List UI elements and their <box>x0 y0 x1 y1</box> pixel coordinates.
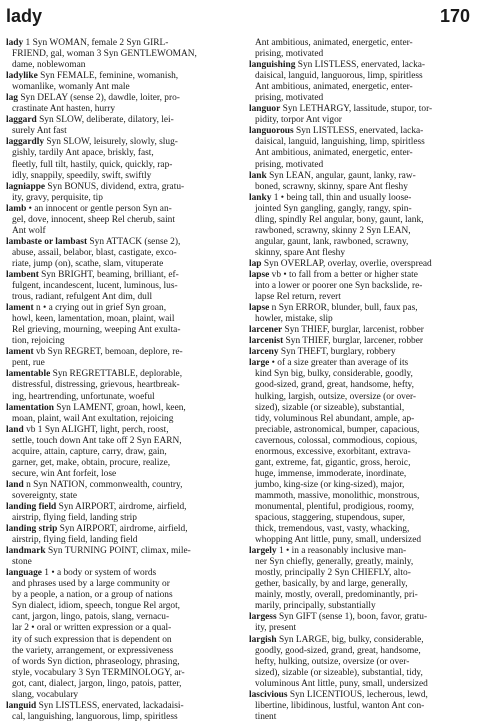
entry-line: prising, motivated <box>255 49 324 60</box>
headword: lagniappe <box>6 181 46 192</box>
entry-line: rawboned, scrawny, skinny 2 Syn LEAN, <box>255 225 411 236</box>
entry-line: style, vocabulary 3 Syn TERMINOLOGY, ar- <box>12 667 185 678</box>
entry-headline: landmark Syn TURNING POINT, climax, mile- <box>6 546 191 557</box>
headword: large <box>249 358 270 369</box>
headword: lambaste or lambast <box>6 236 88 247</box>
entry-headline: lank Syn LEAN, angular, gaunt, lanky, raw- <box>249 170 416 181</box>
entry-line: spacious, staggering, stupendous, super, <box>255 513 405 524</box>
entry-line: huge, immense, immoderate, inordinate, <box>255 468 407 479</box>
headword: lambent <box>6 269 39 280</box>
entry-line: lar 2 • oral or written expression or a qual- <box>12 623 172 634</box>
headword: ladylike <box>6 71 38 82</box>
entry-line: abuse, assail, belabor, blast, castigate, exco- <box>12 247 177 258</box>
entry-headline: landing strip Syn AIRPORT, airdrome, airfield, <box>6 524 188 535</box>
entry-line: daisical, languid, languorous, limp, spiritless <box>255 71 423 82</box>
entry-line: stone <box>12 557 32 568</box>
entry-line: settle, touch down Ant take off 2 Syn EARN, <box>12 435 182 446</box>
entry-line: tidy, voluminous Rel abundant, ample, ap- <box>255 413 415 424</box>
entry-line: skinny, spare Ant fleshy <box>255 247 346 258</box>
entry-headline: largely 1 • in a reasonably inclusive man- <box>249 546 407 557</box>
entry-headline: lagniappe Syn BONUS, dividend, extra, gratu- <box>6 181 185 192</box>
entry-line: trous, radiant, refulgent Ant dim, dull <box>12 292 153 303</box>
entry-line: preciable, astronomical, bumper, capacious, <box>255 424 420 435</box>
headword: languishing <box>249 60 296 71</box>
entry-line: gishly, tardily Ant apace, briskly, fast, <box>12 148 154 159</box>
entry-line: good-sized, grand, great, handsome, hefty, <box>255 380 414 391</box>
entry-line: sovereignty, state <box>12 490 77 501</box>
entry-line: Ant ambitious, animated, energetic, enter- <box>255 148 413 159</box>
entry-headline: language 1 • a body or system of words <box>6 568 157 579</box>
entry-headline: land n Syn NATION, commonwealth, country, <box>6 479 183 490</box>
entry-line: enormous, excessive, exorbitant, extrava- <box>255 446 411 457</box>
entry-headline: lament vb Syn REGRET, bemoan, deplore, re- <box>6 347 183 358</box>
entry-headline: lanky 1 • being tall, thin and usually loose- <box>249 192 412 203</box>
entry-line: cant, jargon, lingo, patois, slang, vernacu- <box>12 612 170 623</box>
entry-headline: lag Syn DELAY (sense 2), dawdle, loiter, pro- <box>6 93 180 104</box>
headword: lament <box>6 303 34 314</box>
entry-headline: larceny Syn THEFT, burglary, robbery <box>249 347 396 358</box>
entry-headline: lambent Syn BRIGHT, beaming, brilliant, ef- <box>6 269 179 280</box>
entry-line: mammoth, massive, monolithic, monstrous, <box>255 490 420 501</box>
entry-line: mostly, principally 2 Syn CHIEFLY, alto- <box>255 568 411 579</box>
page-number: 170 <box>439 6 470 26</box>
entry-line: tion, rejoicing <box>12 336 65 347</box>
entry-line: dling, spindly Rel angular, bony, gaunt, lank, <box>255 214 424 225</box>
entry-line: hefty, hulking, outsize, oversize (or over- <box>255 656 410 667</box>
entry-line: jointed Syn gangling, gangly, rangy, spin- <box>255 203 412 214</box>
headword: lank <box>249 170 267 181</box>
entry-line: tinent <box>255 711 277 722</box>
entry-headline: laggardly Syn SLOW, leisurely, slowly, slug- <box>6 137 178 148</box>
headword: languorous <box>249 126 294 137</box>
entry-line: kind Syn big, bulky, considerable, goodly, <box>255 369 413 380</box>
entry-line: ing, heartrending, unfortunate, woeful <box>12 391 155 402</box>
entry-headline: larcenist Syn THIEF, burglar, larcener, robber <box>249 336 423 347</box>
entry-headline: languid Syn LISTLESS, enervated, lackadaisi- <box>6 700 184 711</box>
entry-line: and phrases used by a large community or <box>12 579 170 590</box>
entry-line: surely Ant fast <box>12 126 67 137</box>
entry-line: secure, win Ant forfeit, lose <box>12 468 117 479</box>
headword: laggardly <box>6 137 45 148</box>
entry-line: fleetly, full tilt, hastily, quick, quickly, rap- <box>12 159 173 170</box>
entry-line: cavernous, colossal, commodious, copious, <box>255 435 418 446</box>
entry-headline: ladylike Syn FEMALE, feminine, womanish, <box>6 71 179 82</box>
headword: lapse <box>249 269 270 280</box>
entry-line: Rel grieving, mourning, weeping Ant exulta- <box>12 325 181 336</box>
entry-line: into a lower or poorer one Syn backslide, re- <box>255 281 423 292</box>
entry-line: riate, jump (on), scathe, slam, vituperate <box>12 258 164 269</box>
headword: landing field <box>6 501 57 512</box>
entry-headline: largess Syn GIFT (sense 1), boon, favor, gratu- <box>249 612 428 623</box>
headword: lamentation <box>6 402 54 413</box>
headword: language <box>6 568 42 579</box>
entry-line: the variety, arrangement, or expressiveness <box>12 645 174 656</box>
entry-line: womanlike, womanly Ant male <box>12 82 130 93</box>
headword: lap <box>249 258 262 269</box>
entry-headline: languishing Syn LISTLESS, enervated, lacka- <box>249 60 426 71</box>
entry-line: whopping Ant little, puny, small, undersized <box>255 535 422 546</box>
headword: largish <box>249 634 277 645</box>
headword: larceny <box>249 347 279 358</box>
entry-line: garner, get, make, obtain, procure, realize, <box>12 457 171 468</box>
entry-line: dame, noblewoman <box>12 60 86 71</box>
headword: laggard <box>6 115 37 126</box>
entry-line: marily, principally, substantially <box>255 601 376 612</box>
headword: landmark <box>6 546 46 557</box>
entry-headline: lady 1 Syn WOMAN, female 2 Syn GIRL- <box>6 38 169 48</box>
entry-line: crastinate Ant hasten, hurry <box>12 104 116 115</box>
entry-line: prising, motivated <box>255 93 324 104</box>
entry-line: gether, basically, by and large, generally, <box>255 579 408 590</box>
entry-line: sized), sizable (or sizeable), substantial, tidy, <box>255 667 423 678</box>
headword: largess <box>249 612 277 623</box>
entry-line: airstrip, flying field, landing strip <box>12 513 137 524</box>
entry-line: Ant wolf <box>12 225 46 236</box>
headword: lady <box>6 38 24 48</box>
entry-line: howler, mistake, slip <box>255 314 333 325</box>
headword: lascivious <box>249 689 288 700</box>
running-head-guide-word: lady <box>6 6 43 26</box>
entry-headline: large • of a size greater than average of its <box>249 358 409 369</box>
headword: languid <box>6 700 37 711</box>
entry-line: Syn dialect, idiom, speech, tongue Rel argot, <box>12 601 181 612</box>
entry-line: by a people, a nation, or a group of nations <box>12 590 173 601</box>
entry-line: distressful, distressing, grievous, heartbreak- <box>12 380 180 391</box>
entry-line: boned, scrawny, skinny, spare Ant fleshy <box>255 181 408 192</box>
entry-line: voluminous Ant little, puny, small, undersized <box>255 678 428 689</box>
entry-headline: languorous Syn LISTLESS, enervated, lacka- <box>249 126 424 137</box>
entry-line: ity, present <box>255 623 297 634</box>
headword: larcener <box>249 325 283 336</box>
entry-headline: laggard Syn SLOW, deliberate, dilatory, lei- <box>6 115 174 126</box>
entry-line: ner Syn chiefly, generally, greatly, mainly, <box>255 557 414 568</box>
entry-line: howl, keen, lamentation, moan, plaint, wail <box>12 314 175 325</box>
entry-headline: largish Syn LARGE, big, bulky, considerable, <box>249 634 424 645</box>
headword: land <box>6 479 24 490</box>
entry-line: got, cant, dialect, jargon, lingo, patois, patter, <box>12 678 182 689</box>
entry-headline: lambaste or lambast Syn ATTACK (sense 2), <box>6 236 181 247</box>
entry-headline: land vb 1 Syn ALIGHT, light, perch, roost, <box>6 424 169 435</box>
entry-line: cal, languishing, languorous, limp, spiritless <box>12 711 178 722</box>
headword: lamentable <box>6 369 51 380</box>
entry-line: mainly, mostly, overall, predominantly, pri- <box>255 590 418 601</box>
entry-line: angular, gaunt, lank, rawboned, scrawny, <box>255 236 409 247</box>
headword: lament <box>6 347 34 358</box>
entry-line: sized), sizable (or sizeable), substantial, <box>255 402 405 413</box>
entry-line: airstrip, flying field, landing field <box>12 535 138 546</box>
right-column <box>249 38 475 723</box>
entry-line: goodly, good-sized, grand, great, handsome, <box>255 645 421 656</box>
entry-line: pent, rue <box>12 358 45 369</box>
entry-line: slang, vocabulary <box>12 689 79 700</box>
entry-line: daisical, languid, languishing, limp, spiritless <box>255 137 425 148</box>
entry-line: hulking, largish, outsize, oversize (or over- <box>255 391 417 402</box>
headword: lapse <box>249 303 270 314</box>
entry-line: libertine, libidinous, lustful, wanton Ant con- <box>255 700 425 711</box>
headword: lamb <box>6 203 27 214</box>
entry-line: Ant ambitious, animated, energetic, enter- <box>255 38 413 48</box>
entry-line: moan, plaint, wail Ant exultation, rejoicing <box>12 413 174 424</box>
entry-headline: lascivious Syn LICENTIOUS, lecherous, lewd, <box>249 689 428 700</box>
entry-line: FRIEND, gal, woman 3 Syn GENTLEWOMAN, <box>12 49 197 60</box>
headword: languor <box>249 104 281 115</box>
entry-line: jumbo, king-size (or king-sized), major, <box>255 479 405 490</box>
entry-line: gant, extreme, fat, gigantic, gross, heroic, <box>255 457 411 468</box>
entry-headline: lamentation Syn LAMENT, groan, howl, keen, <box>6 402 186 413</box>
entry-line: fulgent, incandescent, lucent, luminous, lus- <box>12 281 178 292</box>
entry-line: monumental, plentiful, prodigious, roomy, <box>255 501 415 512</box>
entry-line: ity of such expression that is dependent on <box>12 634 172 645</box>
left-column <box>6 38 232 723</box>
entry-line: gel, dove, innocent, sheep Rel cherub, saint <box>12 214 175 225</box>
headword: lag <box>6 93 18 104</box>
entry-headline: lap Syn OVERLAP, overlay, overlie, overspread <box>249 258 432 269</box>
entry-headline: lapse vb • to fall from a better or higher state <box>249 269 418 280</box>
entry-headline: lamentable Syn REGRETTABLE, deplorable, <box>6 369 183 380</box>
entry-headline: lapse n Syn ERROR, blunder, bull, faux pas, <box>249 303 418 314</box>
entry-headline: lamb • an innocent or gentle person Syn an- <box>6 203 172 214</box>
headword: largely <box>249 546 277 557</box>
entry-headline: languor Syn LETHARGY, lassitude, stupor, tor- <box>249 104 433 115</box>
entry-line: acquire, attain, capture, carry, draw, gain, <box>12 446 167 457</box>
entry-line: ity, gravy, perquisite, tip <box>12 192 103 203</box>
headword: larcenist <box>249 336 284 347</box>
headword: landing strip <box>6 524 58 535</box>
entry-line: Ant ambitious, animated, energetic, enter- <box>255 82 413 93</box>
entry-headline: landing field Syn AIRPORT, airdrome, airfield, <box>6 501 187 512</box>
headword: lanky <box>249 192 272 203</box>
entry-line: lapse Rel return, revert <box>255 292 341 303</box>
entry-line: idly, snappily, speedily, swift, swiftly <box>12 170 152 181</box>
entry-line: prising, motivated <box>255 159 324 170</box>
entry-headline: larcener Syn THIEF, burglar, larcenist, robber <box>249 325 424 336</box>
entry-headline: lament n • a crying out in grief Syn groan, <box>6 303 167 314</box>
headword: land <box>6 424 24 435</box>
entry-line: of words Syn diction, phraseology, phrasing, <box>12 656 180 667</box>
entry-line: pidity, torpor Ant vigor <box>255 115 342 126</box>
entry-line: thick, tremendous, vast, vasty, whacking, <box>255 524 410 535</box>
